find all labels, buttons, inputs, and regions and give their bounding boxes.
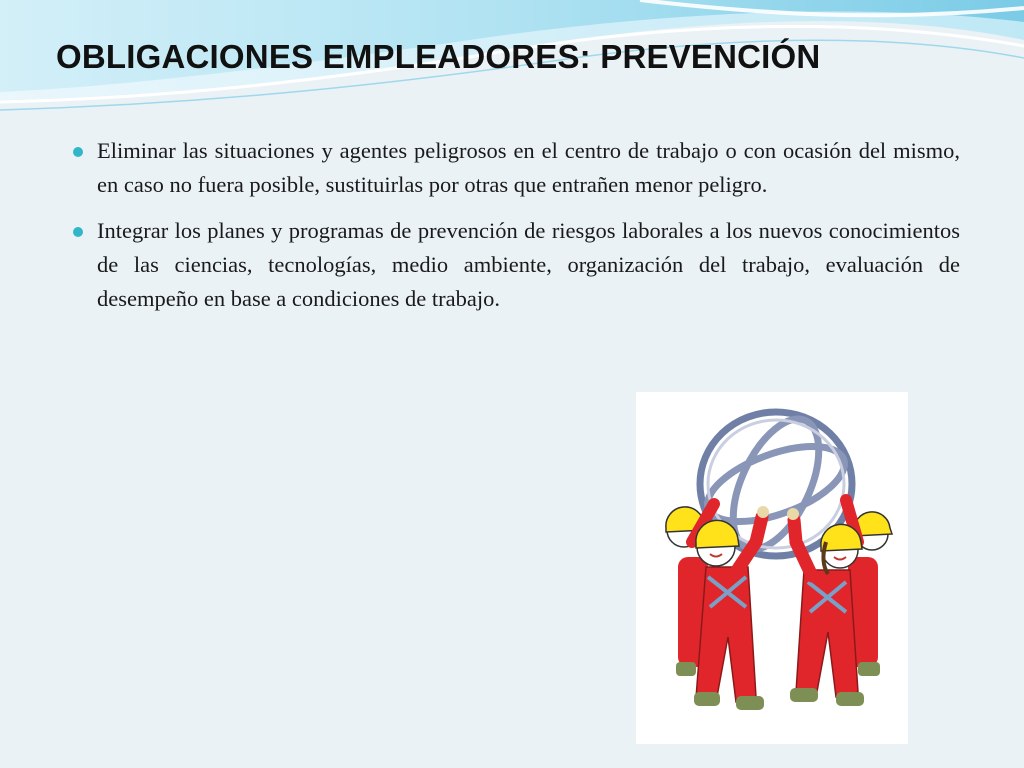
bullet-dot-icon — [73, 227, 83, 237]
bullet-dot-icon — [73, 147, 83, 157]
list-item — [70, 214, 960, 316]
worker-right-front-icon — [787, 508, 864, 706]
list-item — [70, 134, 960, 202]
bullet-text: Integrar los planes y programas de prevención de riesgos laborales a los nuevos conocimientos de las ciencias, tecnologías, medio ambiente, organización del trabajo, evaluación de desempeño en base a condiciones de trabajo. — [97, 218, 960, 311]
workers-holding-globe-illustration — [636, 392, 908, 744]
bullet-list — [70, 134, 960, 328]
worker-left-front-icon — [694, 506, 769, 710]
slide-title: OBLIGACIONES EMPLEADORES: PREVENCIÓN — [56, 38, 821, 75]
bullet-text: Eliminar las situaciones y agentes peligrosos en el centro de trabajo o con ocasión del mismo, en caso no fuera posible, sustituirlas por otras que entrañen menor peligro. — [97, 138, 960, 197]
